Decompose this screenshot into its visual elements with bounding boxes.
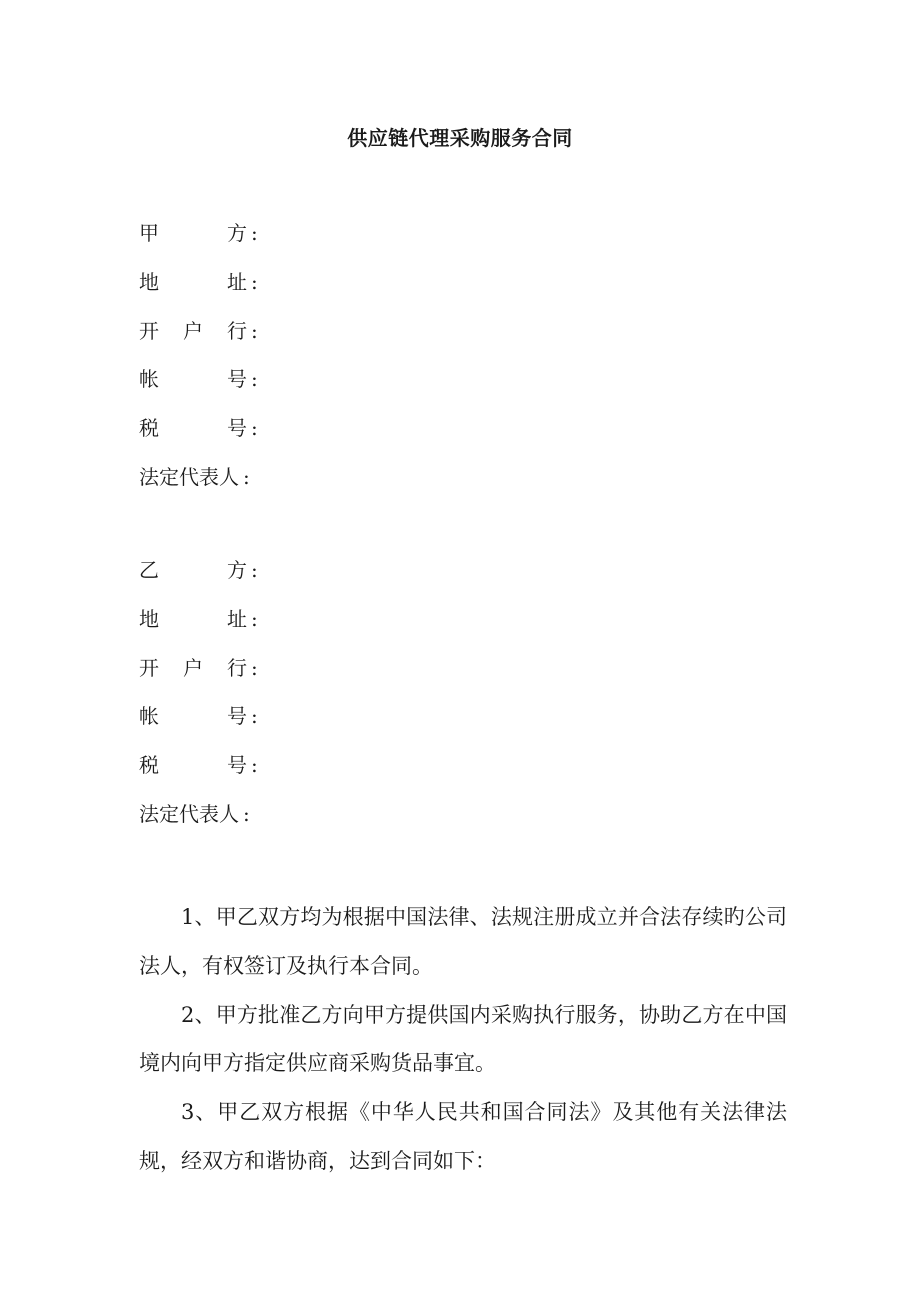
party-a-tax-row: 税 号 :	[139, 416, 258, 441]
party-b-tax-row: 税 号 :	[139, 753, 258, 778]
clause-3: 3、甲乙双方根据《中华人民共和国合同法》及其他有关法律法规，经双方和谐协商，达到合同如下：	[139, 1100, 787, 1173]
party-a-name-row: 甲 方 :	[139, 221, 258, 245]
document-title: 供应链代理采购服务合同	[347, 126, 573, 150]
party-a-bank-row: 开 户 行 :	[139, 318, 258, 343]
party-b-bank-row: 开 户 行 :	[139, 655, 258, 680]
party-b-address-row: 地 址 :	[139, 606, 258, 631]
party-b-representative-row: 法定代表人 :	[139, 801, 250, 826]
party-b-block	[139, 558, 258, 851]
clause-2: 2、甲方批准乙方向甲方提供国内采购执行服务，协助乙方在中国境内向甲方指定供应商采购货品事宜。	[139, 1002, 787, 1076]
party-a-account-row: 帐 号 :	[139, 367, 258, 392]
clause-1: 1、甲乙双方均为根据中国法律、法规注册成立并合法存续旳公司法人，有权签订及执行本合同。	[139, 905, 787, 978]
party-a-representative-row: 法定代表人 :	[139, 464, 250, 489]
party-a-address-row: 地 址 :	[139, 269, 258, 294]
party-b-account-row: 帐 号 :	[139, 704, 258, 729]
contract-clauses	[139, 893, 787, 1186]
party-a-block	[139, 221, 258, 514]
party-b-name-row: 乙 方 :	[139, 558, 258, 582]
